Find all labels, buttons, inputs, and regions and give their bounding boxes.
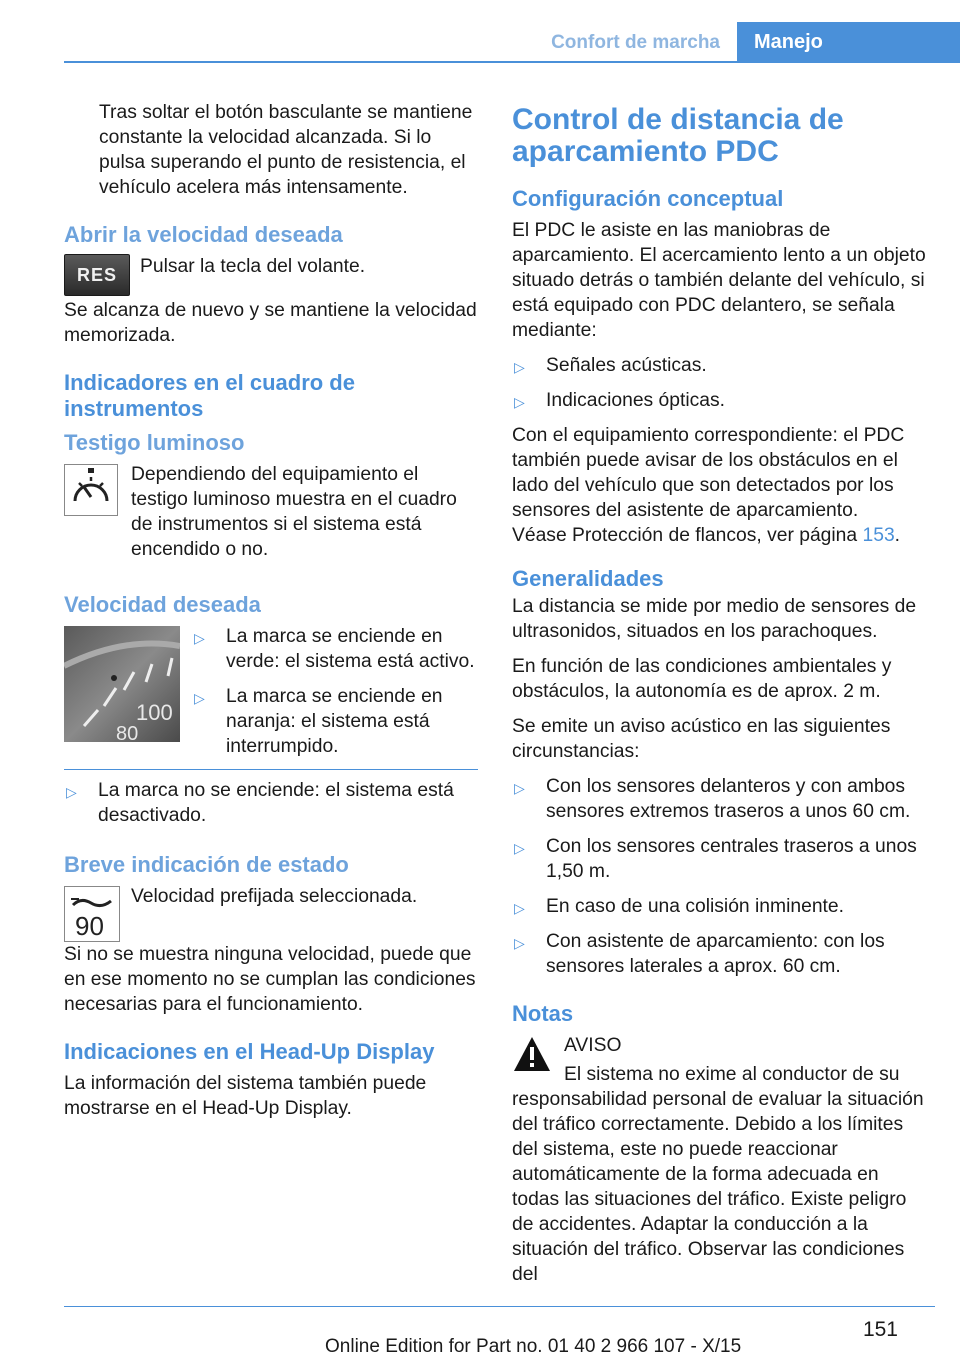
list-item: ▷ La marca se enciende en naranja: el sistema está interrumpido. bbox=[194, 686, 443, 757]
list-item: ▷ Señales acústicas. bbox=[512, 353, 930, 378]
aviso-block bbox=[512, 1033, 930, 1287]
list-item: ▷ Con asistente de aparcamiento: con los sensores laterales a aprox. 60 cm. bbox=[514, 931, 885, 977]
intro-paragraph: Tras soltar el botón basculante se mantiene constante la velocidad alcanzada. Si lo pulsa superando el punto de resistencia, el vehículo acelera más intensamente. bbox=[99, 102, 473, 198]
triangle-bullet-icon: ▷ bbox=[66, 784, 77, 800]
general-paragraph-3: Se emite un aviso acústico en las siguientes circunstancias: bbox=[512, 716, 891, 762]
right-column bbox=[512, 100, 930, 1297]
config-list bbox=[512, 353, 930, 413]
triangle-bullet-icon: ▷ bbox=[514, 780, 525, 796]
config-paragraph-3: Véase Protección de flancos, ver página 153. bbox=[512, 525, 901, 546]
aviso-title: AVISO bbox=[564, 1035, 622, 1056]
footer-edition: Online Edition for Part no. 01 40 2 966 107 - X/15 bbox=[325, 1336, 742, 1357]
config-paragraph-2: Con el equipamiento correspondiente: el PDC también puede avisar de los obstáculos en el lado del vehículo que son detectados por los sensores del asistente de aparcamiento. bbox=[512, 425, 905, 521]
triangle-bullet-icon: ▷ bbox=[194, 630, 205, 646]
footer-rule bbox=[64, 1306, 935, 1307]
velocidad-list-2 bbox=[64, 778, 478, 828]
page-title: Control de distancia de aparcamiento PDC bbox=[512, 103, 844, 168]
headup-paragraph: La información del sistema también puede mostrarse en el Head-Up Display. bbox=[64, 1073, 427, 1119]
abrir-block bbox=[64, 254, 478, 298]
velocidad-block bbox=[64, 624, 478, 759]
list-item: ▷ La marca no se enciende: el sistema está desactivado. bbox=[66, 780, 454, 826]
testigo-block bbox=[64, 462, 478, 562]
heading-indicadores: Indicadores en el cuadro de instrumentos bbox=[64, 370, 355, 421]
triangle-bullet-icon: ▷ bbox=[514, 900, 525, 916]
page-number: 151 bbox=[862, 1318, 898, 1341]
speed-90-label: 90 bbox=[75, 911, 104, 941]
header-tab: Manejo bbox=[737, 22, 960, 63]
heading-velocidad: Velocidad deseada bbox=[64, 592, 261, 617]
res-button-icon: RES bbox=[64, 254, 130, 296]
list-divider bbox=[64, 769, 478, 770]
general-paragraph-1: La distancia se mide por medio de sensores de ultrasonidos, situados en los parachoques. bbox=[512, 596, 917, 642]
list-item: ▷ Indicaciones ópticas. bbox=[512, 388, 930, 413]
heading-testigo: Testigo luminoso bbox=[64, 430, 245, 455]
list-item: ▷ Con los sensores delanteros y con ambos sensores extremos traseros a unos 60 cm. bbox=[514, 776, 911, 822]
triangle-bullet-icon: ▷ bbox=[194, 690, 205, 706]
abrir-text: Pulsar la tecla del volante. bbox=[140, 256, 366, 277]
speedometer-gauge-image bbox=[64, 626, 180, 742]
testigo-text: Dependiendo del equipamiento el testigo luminoso muestra en el cuadro de instrumentos si el sistema está encendido o no. bbox=[131, 464, 457, 560]
heading-config: Configuración conceptual bbox=[512, 186, 784, 211]
config-paragraph: El PDC le asiste en las maniobras de aparcamiento. El acercamiento lento a un objeto situado detrás o también delante del vehículo, si está equipado con PDC delantero, se señala mediante: bbox=[512, 220, 926, 341]
list-item: ▷ Con los sensores centrales traseros a unos 1,50 m. bbox=[514, 836, 917, 882]
triangle-bullet-icon: ▷ bbox=[514, 840, 525, 856]
page-link[interactable]: 153 bbox=[862, 525, 895, 546]
heading-breve: Breve indicación de estado bbox=[64, 852, 349, 877]
speed-limit-display-icon bbox=[64, 886, 120, 942]
triangle-bullet-icon: ▷ bbox=[514, 394, 525, 410]
warning-icon bbox=[512, 1035, 552, 1075]
gauge-100-label: 100 bbox=[136, 700, 173, 725]
heading-headup: Indicaciones en el Head-Up Display bbox=[64, 1039, 435, 1064]
heading-abrir: Abrir la velocidad deseada bbox=[64, 222, 343, 247]
general-list bbox=[512, 774, 930, 979]
cruise-control-icon bbox=[64, 464, 118, 516]
header-section: Confort de marcha bbox=[551, 32, 720, 53]
triangle-bullet-icon: ▷ bbox=[514, 935, 525, 951]
list-item: ▷ En caso de una colisión inminente. bbox=[512, 894, 930, 919]
gauge-80-label: 80 bbox=[116, 723, 139, 742]
breve-paragraph: Si no se muestra ninguna velocidad, puede que en ese momento no se cumplan las condiciones necesarias para el funcionamiento. bbox=[64, 944, 476, 1015]
general-paragraph-2: En función de las condiciones ambientales y obstáculos, la autonomía es de aprox. 2 m. bbox=[512, 656, 892, 702]
aviso-text: El sistema no exime al conductor de su responsabilidad personal de evaluar la situación del tráfico correctamente. Debido a los límites del sistema, este no puede reaccionar automáticamente de la forma adecuada en todas las situaciones del tráfico. Existe peligro de accidentes. Adaptar la conducción a la situación del tráfico. Observar las condiciones del bbox=[512, 1064, 924, 1285]
list-item: ▷ La marca se enciende en verde: el sistema está activo. bbox=[194, 626, 475, 672]
abrir-paragraph: Se alcanza de nuevo y se mantiene la velocidad memorizada. bbox=[64, 300, 477, 346]
left-column bbox=[64, 100, 478, 1131]
triangle-bullet-icon: ▷ bbox=[514, 359, 525, 375]
heading-generalidades: Generalidades bbox=[512, 566, 664, 591]
heading-notas: Notas bbox=[512, 1001, 574, 1026]
breve-block bbox=[64, 884, 478, 942]
breve-text: Velocidad prefijada seleccionada. bbox=[131, 886, 418, 907]
